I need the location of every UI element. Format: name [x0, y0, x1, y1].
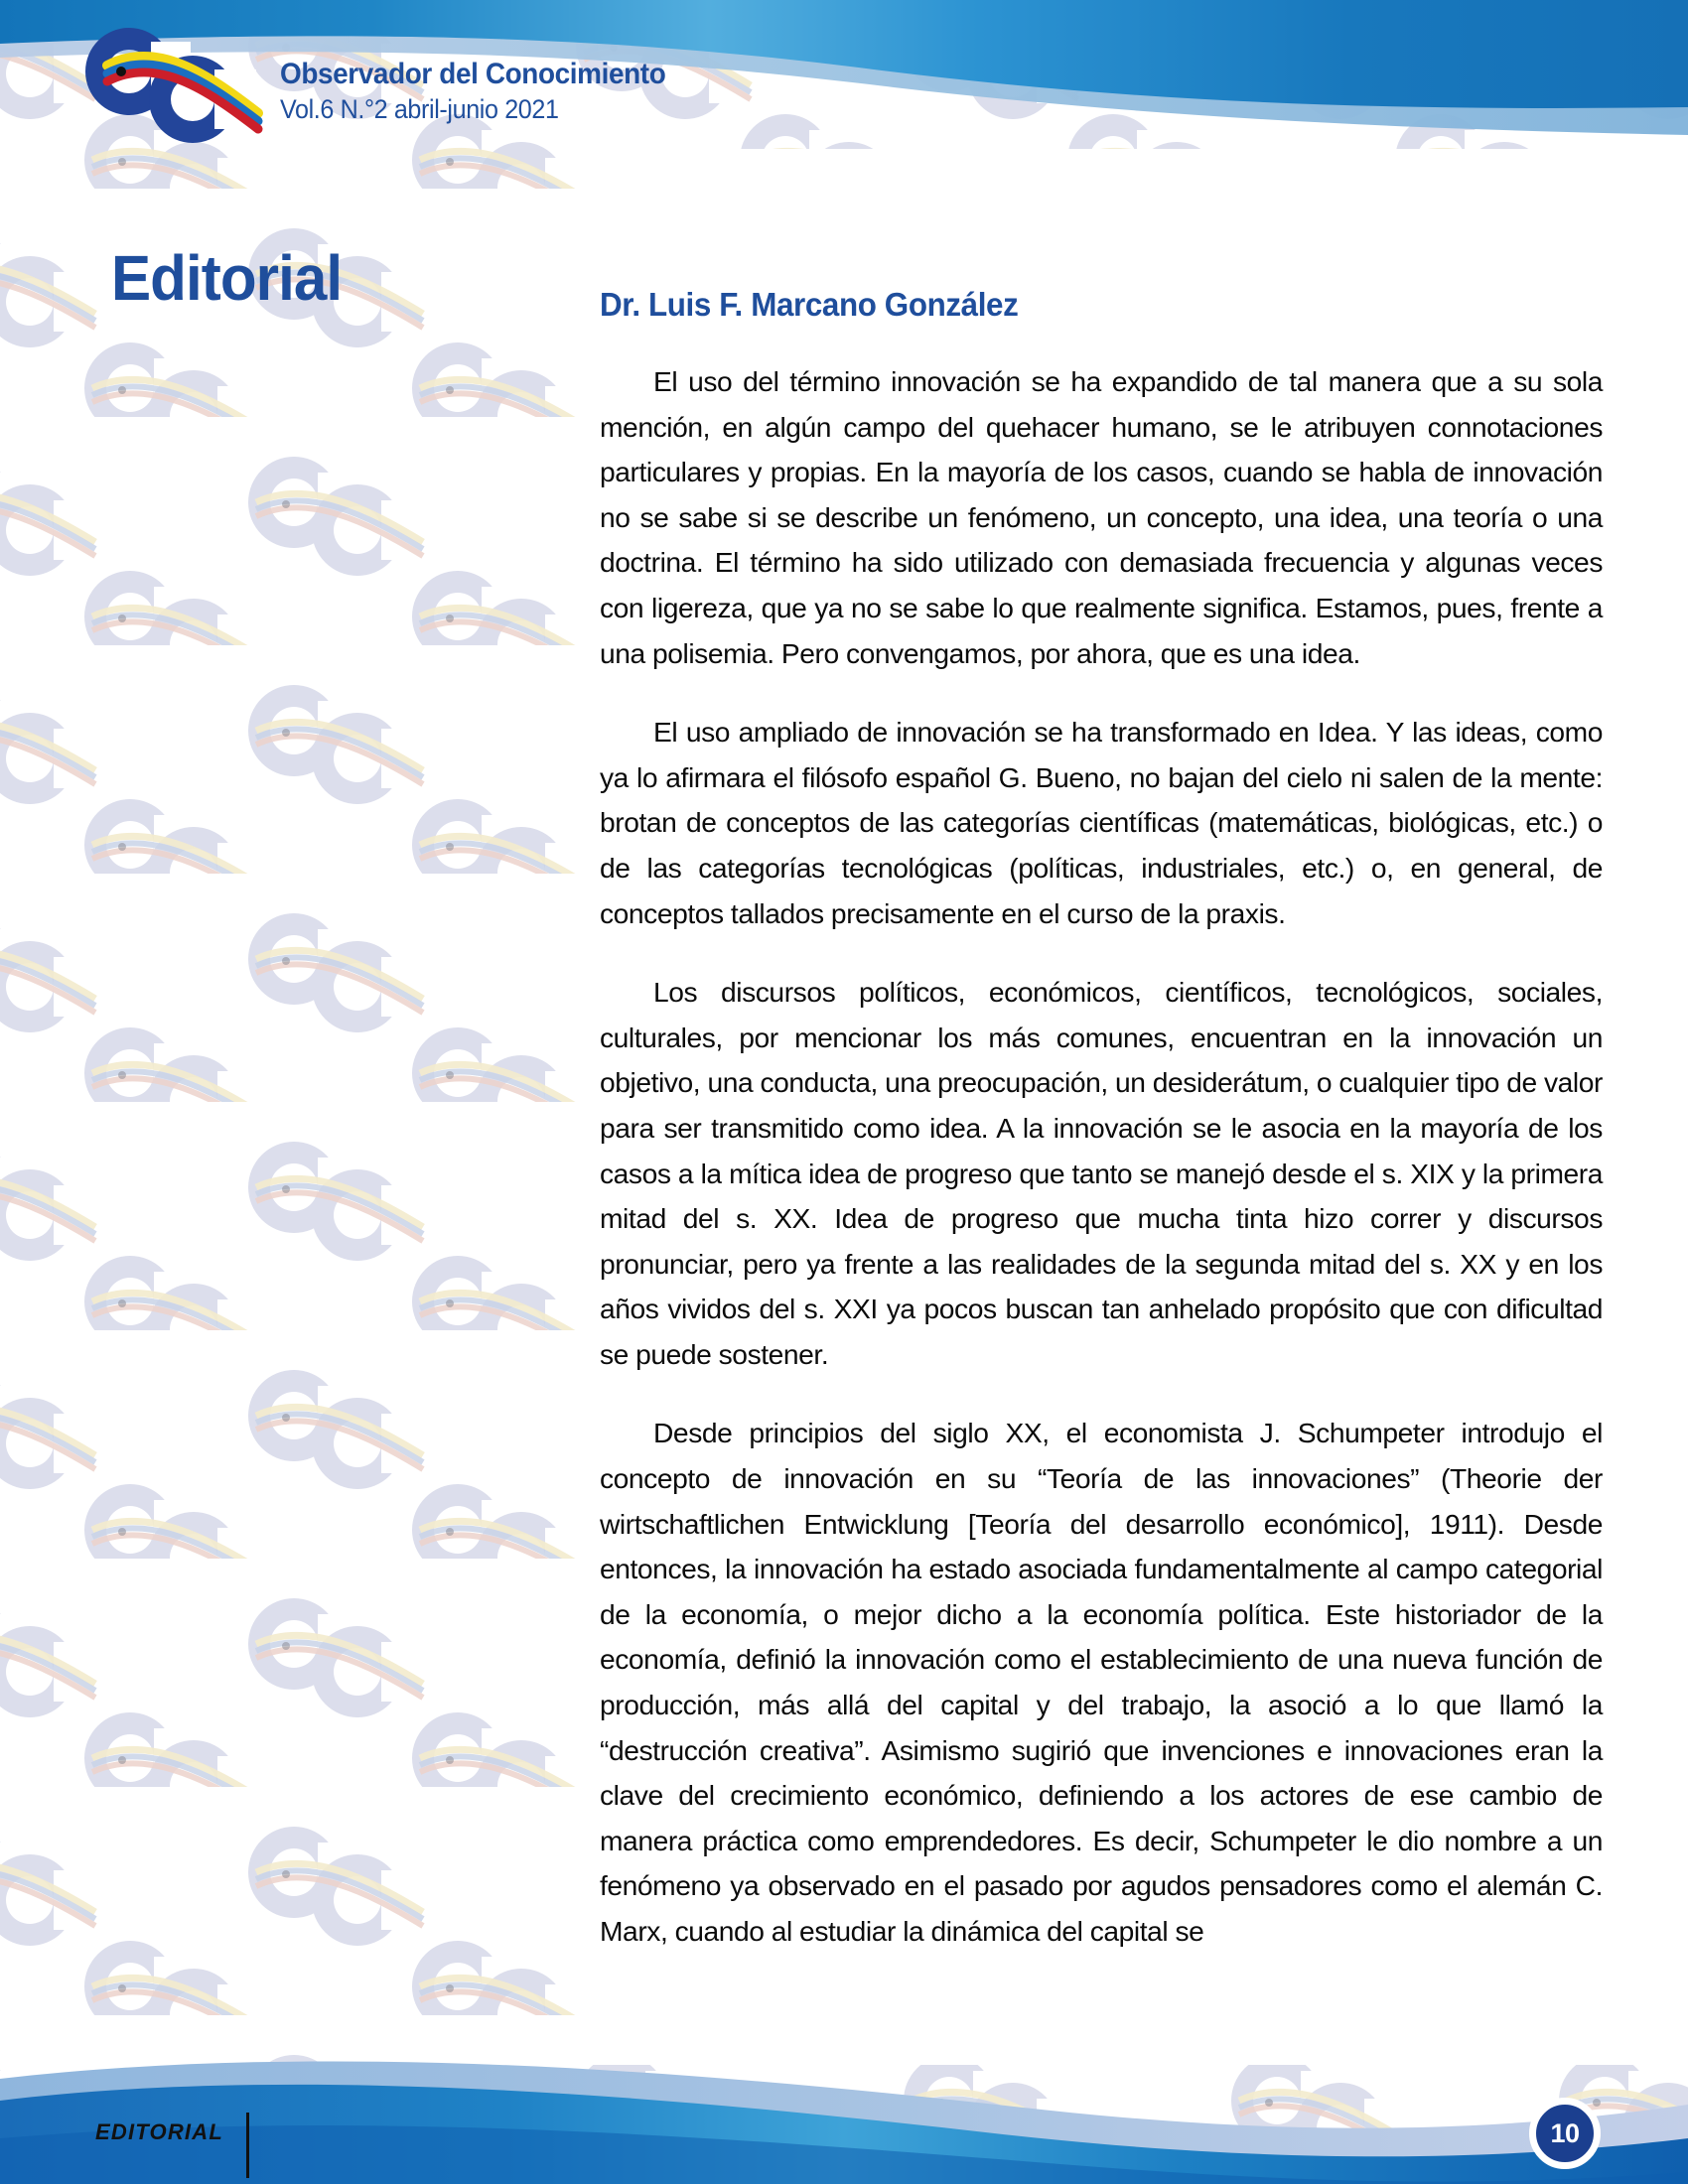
footer-wave-banner: [0, 2035, 1688, 2184]
article-paragraph: El uso ampliado de innovación se ha transformado en Idea. Y las ideas, como ya lo afirmara el filósofo español G. Bueno, no bajan del cielo ni salen de la mente: brotan de conceptos de las categorías científicas (matemáticas, biológicas, etc.) o de las categorías tecnológicas (políticas, industriales, etc.) o, en general, de conceptos tallados precisamente en el curso de la praxis.: [600, 716, 1603, 929]
article-paragraph: El uso del término innovación se ha expandido de tal manera que a su sola mención, en algún campo del quehacer humano, se le atribuyen connotaciones particulares y propias. En la mayoría de los casos, cuando se habla de innovación no se sabe si se describe un fenómeno, un concepto, una idea, una teoría o una doctrina. El término ha sido utilizado con demasiada frecuencia y algunas veces con ligereza, que ya no se sabe lo que realmente significa. Estamos, pues, frente a una polisemia. Pero convengamos, por ahora, que es una idea.: [600, 365, 1603, 669]
journal-issue: Vol.6 N.°2 abril-junio 2021: [280, 93, 559, 124]
footer-divider: [246, 2113, 249, 2178]
oc-logo-icon: [77, 18, 266, 157]
page-number-badge: [1529, 2098, 1601, 2169]
page-header: [0, 0, 1688, 228]
page-number: 10: [1550, 2117, 1580, 2148]
article-author: Dr. Luis F. Marcano González: [600, 286, 1019, 323]
masthead: [280, 58, 695, 125]
page-title: Editorial: [111, 242, 343, 314]
article-body: [600, 286, 1603, 1955]
page-footer: [0, 2035, 1688, 2184]
journal-logo: [77, 18, 266, 157]
journal-title: Observador del Conocimiento: [280, 58, 666, 90]
footer-section-label: EDITORIAL: [95, 2119, 223, 2144]
article-paragraph: Los discursos políticos, económicos, científicos, tecnológicos, sociales, culturales, por mencionar los más comunes, encuentran en la innovación un objetivo, una conducta, una preocupación, un desiderátum, o cualquier tipo de valor para ser transmitido como idea. A la innovación se le asocia en la mayoría de los casos a la mítica idea de progreso que tanto se manejó desde el s. XIX y la primera mitad del s. XX. Idea de progreso que mucha tinta hizo correr y discursos pronunciar, pero ya frente a las realidades de la segunda mitad del s. XX y en los años vividos del s. XXI ya pocos buscan tan anhelado propósito que con dificultad se puede sostener.: [600, 976, 1603, 1370]
article-paragraph: Desde principios del siglo XX, el economista J. Schumpeter introdujo el concepto de innovación en su “Teoría de las innovaciones” (Theorie der wirtschaftlichen Entwicklung [Teoría del desarrollo económico], 1911). Desde entonces, la innovación ha estado asociada fundamentalmente al campo categorial de la economía, o mejor dicho a la economía política. Este historiador de la economía, definió la innovación como el establecimiento de una nueva función de producción, más allá del capital y del trabajo, la asoció a lo que llamó la “destrucción creativa”. Asimismo sugirió que invenciones e innovaciones eran la clave del crecimiento económico, definiendo a los actores de ese cambio de manera práctica como emprendedores. Es decir, Schumpeter le dio nombre a un fenómeno ya observado en el pasado por agudos pensadores como el alemán C. Marx, cuando al estudiar la dinámica del capital se: [600, 1417, 1603, 1947]
